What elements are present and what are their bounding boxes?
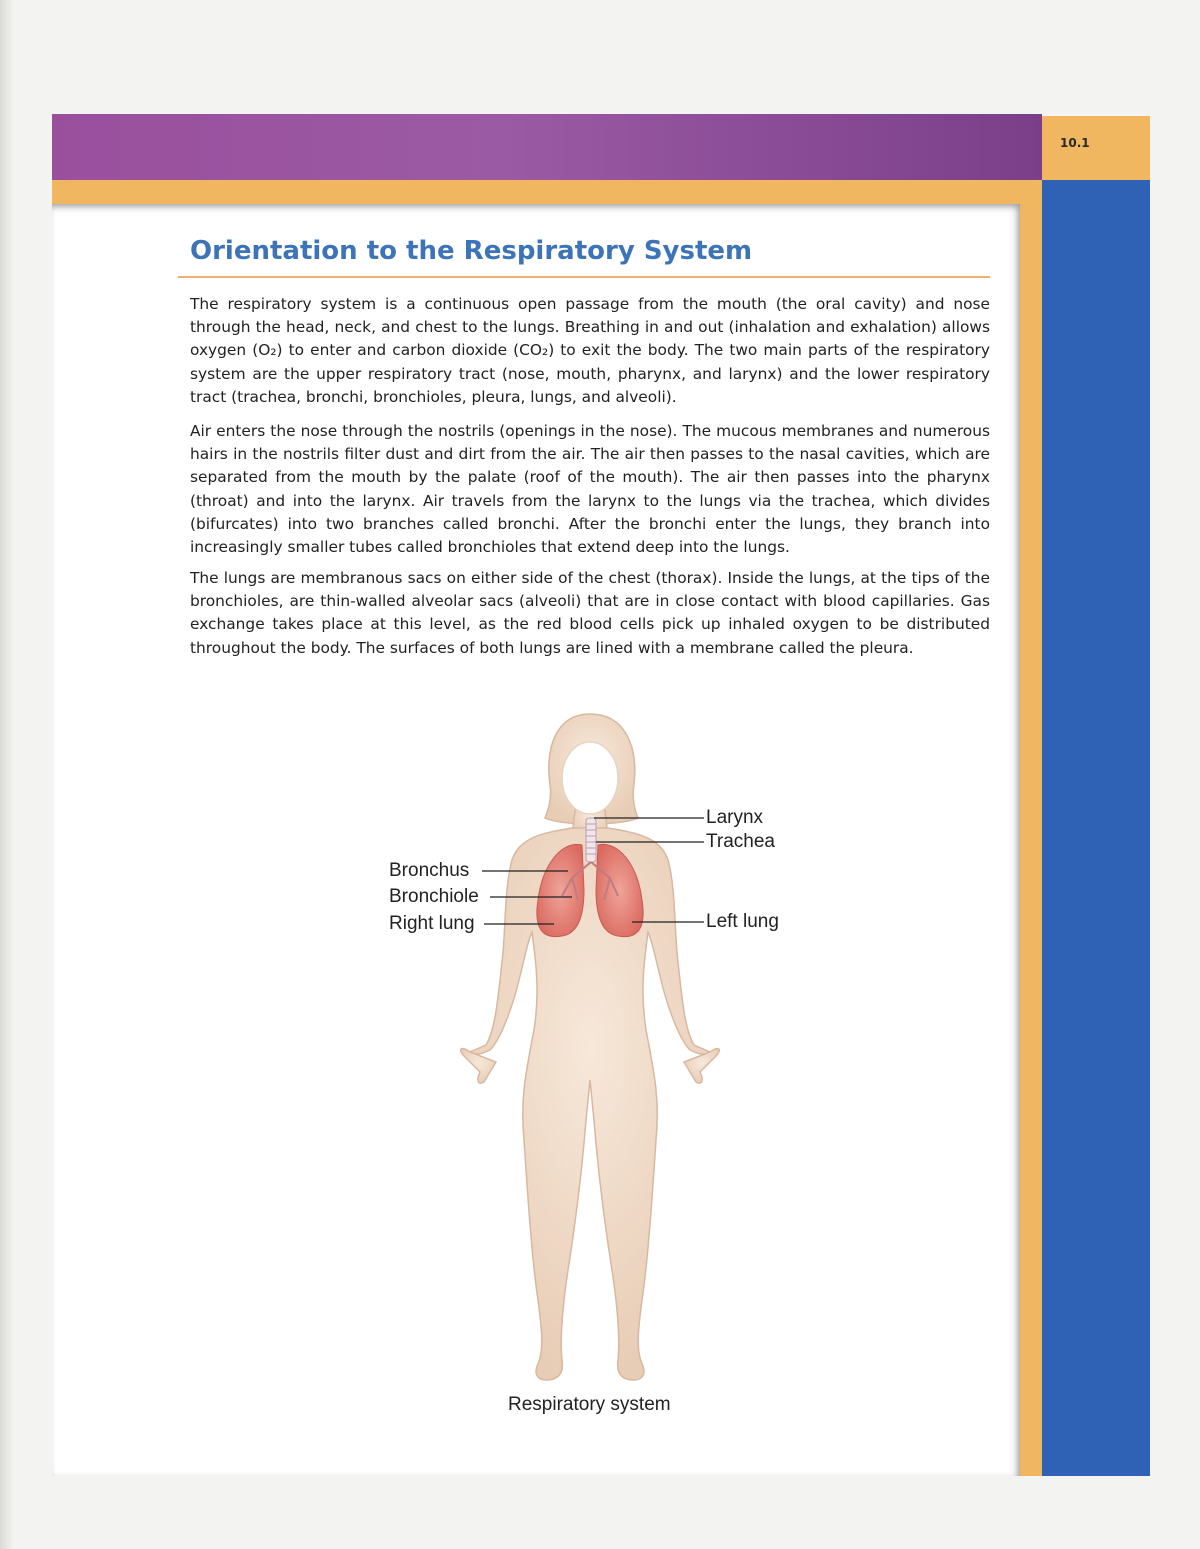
title-underline — [178, 276, 990, 278]
header-band — [52, 114, 1042, 180]
paragraph-airflow: Air enters the nose through the nostrils (openings in the nose). The mucous membranes and numerous hairs in the nostrils filter dust and dirt from the air. The air then passes to the nasal cavities, which are separated from the mouth by the palate (roof of the mouth). The air then passes into the pharynx (throat) and into the larynx. Air travels from the larynx to the lungs via the trachea, which divides (bifurcates) into two branches called bronchi. After the bronchi enter the lungs, they branch into increasingly smaller tubes called bronchioles that extend deep into the lungs. — [190, 422, 990, 557]
label-left-lung: Left lung — [706, 911, 779, 932]
respiratory-figure — [300, 700, 900, 1440]
page-edge-shadow — [0, 0, 14, 1549]
page-title: Orientation to the Respiratory System — [190, 236, 753, 266]
section-number: 10.1 — [1060, 136, 1090, 150]
label-bronchus: Bronchus — [389, 860, 470, 881]
paragraph-lungs: The lungs are membranous sacs on either side of the chest (thorax). Inside the lungs, at the tips of the bronchioles, are thin-walled alveolar sacs (alveoli) that are in close contact with blood capillaries. Gas exchange takes place at this level, as the red blood cells pick up inhaled oxygen to be distributed throughout the body. The surfaces of both lungs are lined with a membrane called the pleura. — [190, 569, 990, 657]
side-column — [1042, 180, 1150, 1476]
body-silhouette — [461, 714, 720, 1380]
frame-top — [52, 180, 1042, 204]
paragraph-intro: The respiratory system is a continuous open passage from the mouth (the oral cavity) and nose through the head, neck, and chest to the lungs. Breathing in and out (inhalation and exhalation) allows oxygen (O₂) to enter and carbon dioxide (CO₂) to exit the body. The two main parts of the respiratory system are the upper respiratory tract (nose, mouth, pharynx, and larynx) and the lower respiratory tract (trachea, bronchi, bronchioles, pleura, lungs, and alveoli). — [190, 295, 990, 406]
label-right-lung: Right lung — [389, 913, 475, 934]
label-larynx: Larynx — [706, 807, 764, 828]
label-bronchiole: Bronchiole — [389, 886, 479, 907]
label-trachea: Trachea — [706, 831, 775, 852]
figure-caption: Respiratory system — [508, 1394, 671, 1415]
human-body-respiratory-diagram-icon — [300, 700, 900, 1440]
frame-right — [1020, 180, 1042, 1476]
section-tab — [1042, 116, 1150, 180]
